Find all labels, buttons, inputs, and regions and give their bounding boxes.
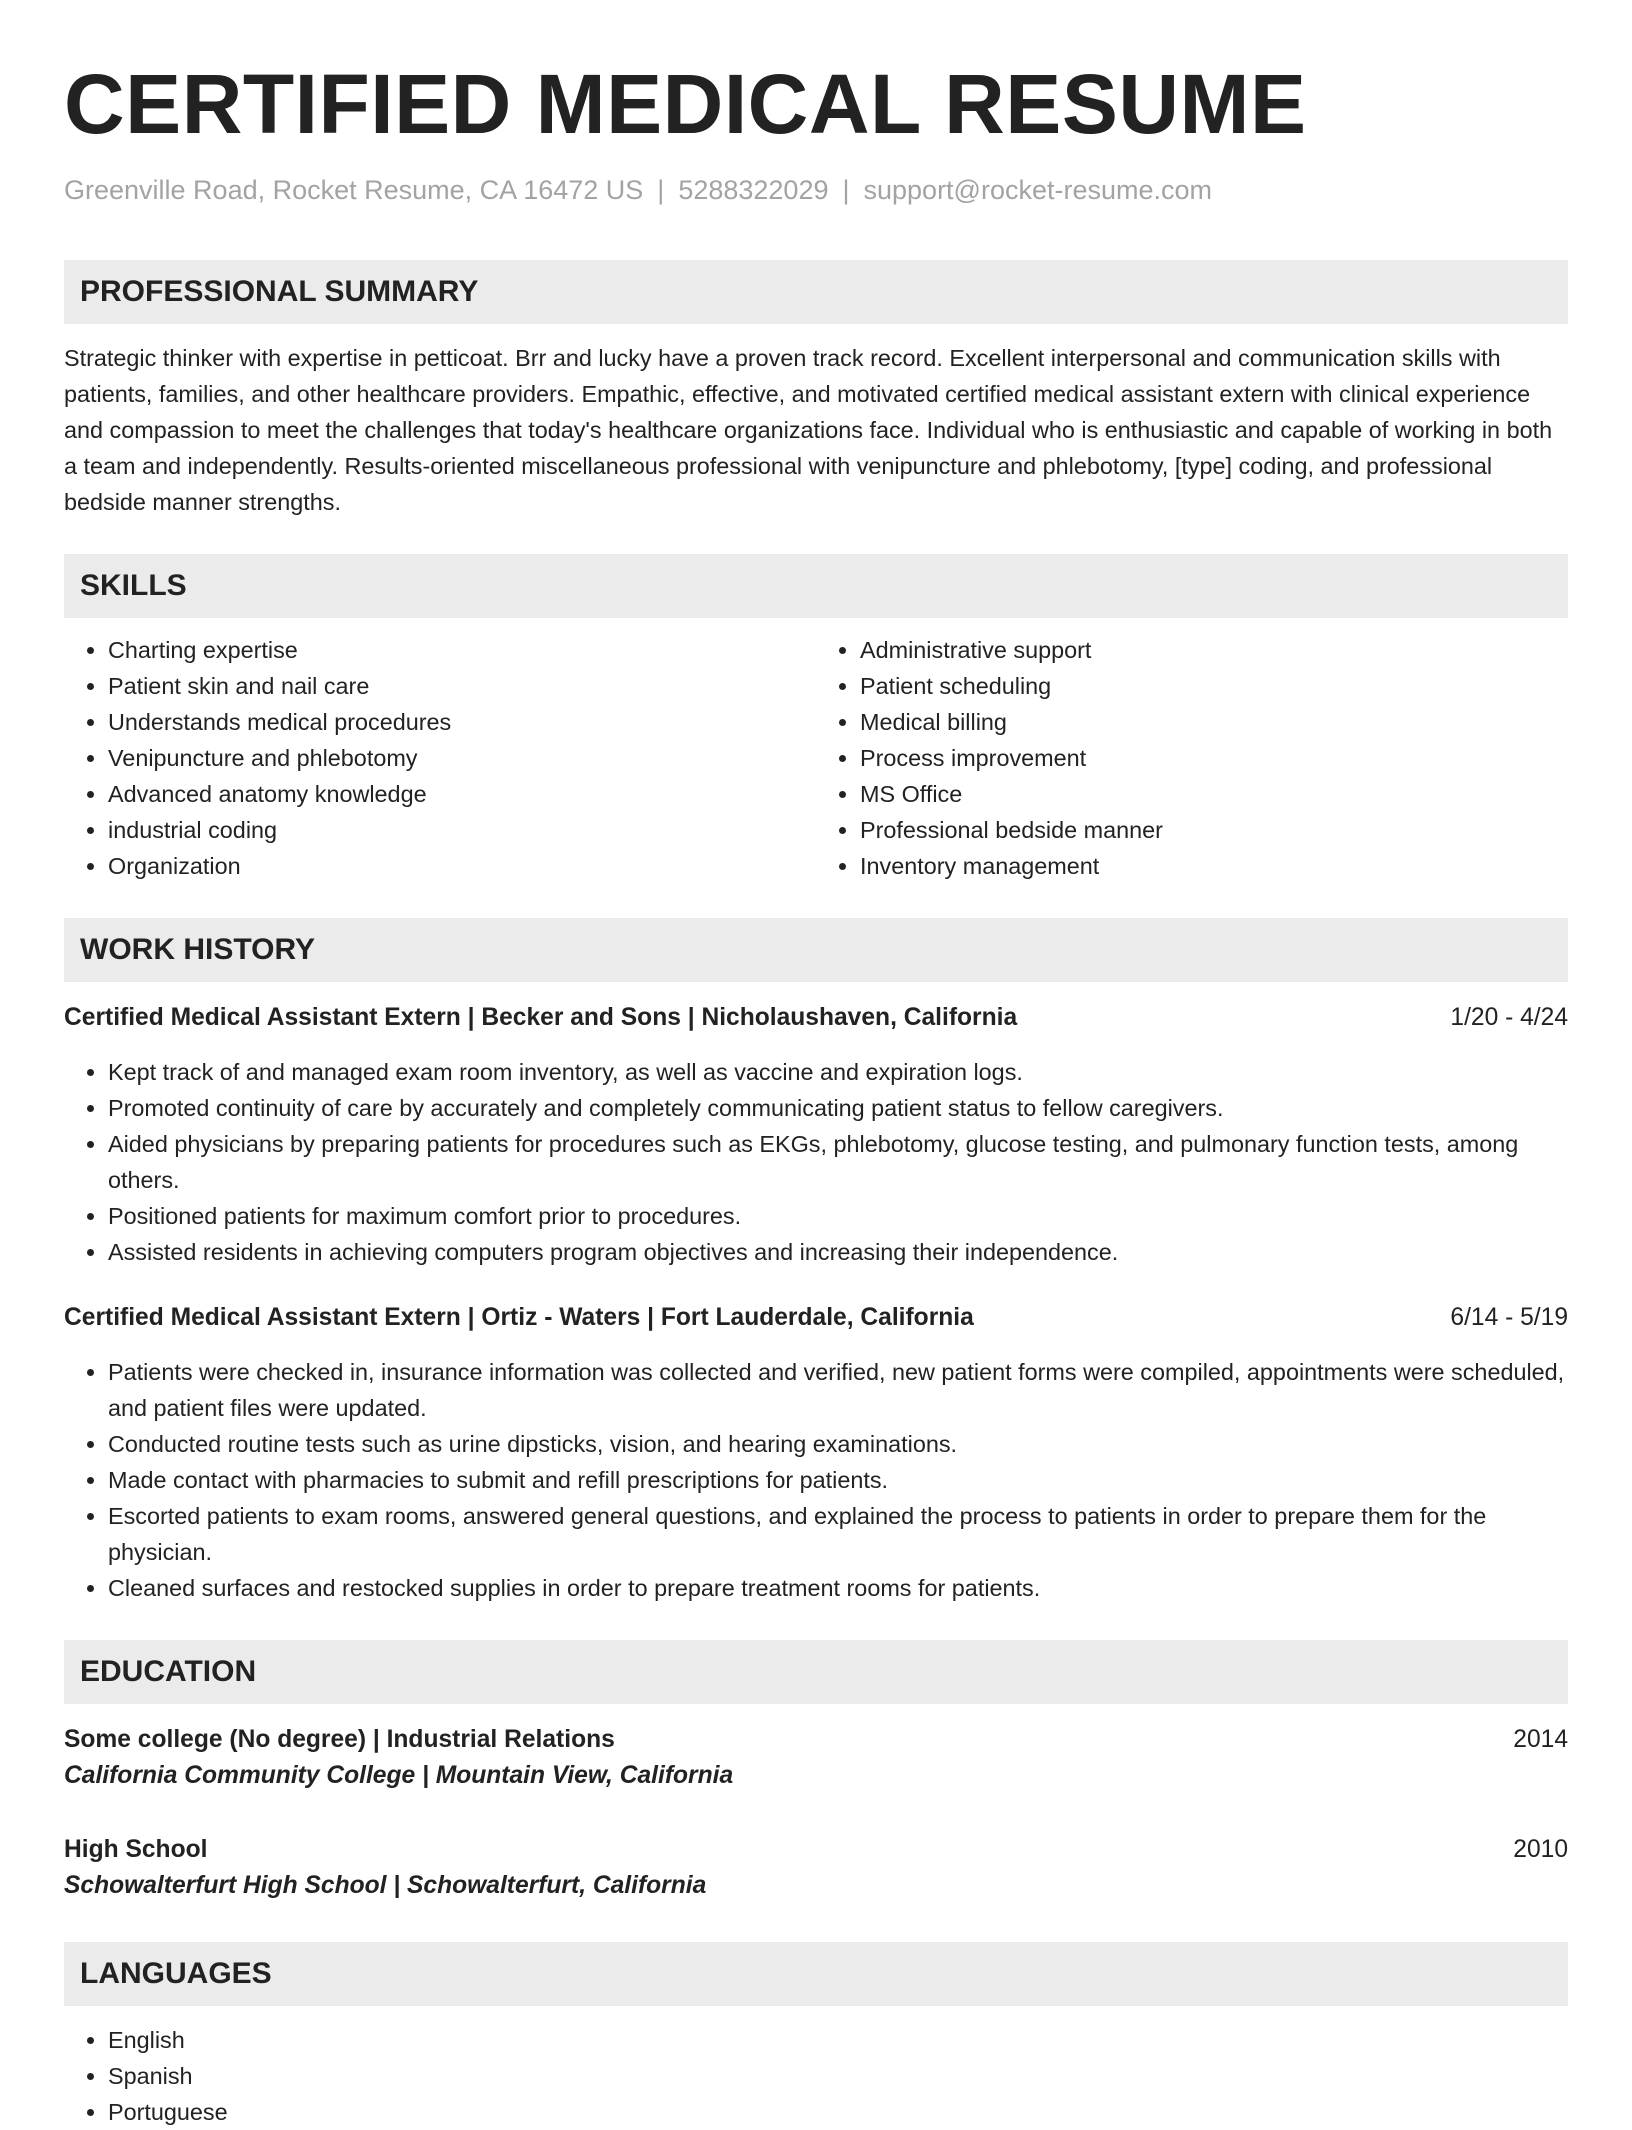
skill-item: • MS Office	[860, 776, 1568, 812]
education-school: California Community College | Mountain View, California	[64, 1762, 734, 1789]
contact-phone: 5288322029	[678, 175, 829, 205]
languages-list	[64, 2022, 1568, 2130]
summary-text: Strategic thinker with expertise in petticoat. Brr and lucky have a proven track record. Excellent interpersonal and communication skills with patients, families, and other healthcare providers. Empathic, effective, and motivated certified medical assistant extern with clinical experience and compassion to meet the challenges that today's healthcare organizations face. Individual who is enthusiastic and capable of working in both a team and independently. Results-oriented miscellaneous professional with venipuncture and phlebotomy, [type] coding, and professional bedside manner strengths.	[64, 345, 1553, 515]
skill-item: • Charting expertise	[108, 632, 816, 668]
contact-separator: |	[842, 175, 850, 205]
language-item: • Spanish	[108, 2058, 1568, 2094]
contact-separator: |	[657, 175, 665, 205]
job-header	[64, 1000, 1568, 1036]
education-entry	[64, 1722, 1568, 1794]
languages-section	[64, 1942, 1568, 2130]
education-year: 2014	[1513, 1726, 1568, 1753]
work-section	[64, 918, 1568, 1606]
skills-right-list	[816, 632, 1568, 884]
job-title: Certified Medical Assistant Extern | Becker and Sons | Nicholaushaven, California	[64, 1004, 1018, 1031]
education-header	[64, 1832, 1568, 1868]
skills-columns	[64, 632, 1568, 884]
job-title: Certified Medical Assistant Extern | Ortiz - Waters | Fort Lauderdale, California	[64, 1304, 974, 1331]
languages-heading: LANGUAGES	[64, 1942, 1568, 2006]
education-degree: High School	[64, 1836, 208, 1863]
contact-address: Greenville Road, Rocket Resume, CA 16472 US	[64, 175, 644, 205]
job-bullet: • Made contact with pharmacies to submit and refill prescriptions for patients.	[108, 1462, 1568, 1498]
job-bullets	[64, 1054, 1568, 1270]
resume-name: CERTIFIED MEDICAL RESUME	[64, 57, 1307, 151]
work-heading: WORK HISTORY	[64, 918, 1568, 982]
job-dates: 1/20 - 4/24	[1450, 1004, 1568, 1031]
contact-email: support@rocket-resume.com	[863, 175, 1213, 205]
education-header	[64, 1722, 1568, 1758]
language-item: • English	[108, 2022, 1568, 2058]
job-bullet: • Aided physicians by preparing patients for procedures such as EKGs, phlebotomy, glucose testing, and pulmonary function tests, among others.	[108, 1126, 1568, 1198]
job-bullets	[64, 1354, 1568, 1606]
skill-item: • Venipuncture and phlebotomy	[108, 740, 816, 776]
skills-heading: SKILLS	[64, 554, 1568, 618]
job-entry	[64, 1000, 1568, 1270]
education-entry	[64, 1832, 1568, 1904]
education-year: 2010	[1513, 1836, 1568, 1863]
job-bullet: • Promoted continuity of care by accurately and completely communicating patient status to fellow caregivers.	[108, 1090, 1568, 1126]
education-section	[64, 1640, 1568, 1904]
job-bullet: • Patients were checked in, insurance information was collected and verified, new patient forms were compiled, appointments were scheduled, and patient files were updated.	[108, 1354, 1568, 1426]
skill-item: • industrial coding	[108, 812, 816, 848]
summary-section	[64, 260, 1568, 520]
job-entry	[64, 1300, 1568, 1606]
job-bullet: • Conducted routine tests such as urine dipsticks, vision, and hearing examinations.	[108, 1426, 1568, 1462]
skill-item: • Understands medical procedures	[108, 704, 816, 740]
skill-item: • Advanced anatomy knowledge	[108, 776, 816, 812]
skill-item: • Inventory management	[860, 848, 1568, 884]
skill-item: • Professional bedside manner	[860, 812, 1568, 848]
language-item: • Portuguese	[108, 2094, 1568, 2130]
job-dates: 6/14 - 5/19	[1450, 1304, 1568, 1331]
education-degree: Some college (No degree) | Industrial Relations	[64, 1726, 615, 1753]
skill-item: • Medical billing	[860, 704, 1568, 740]
skills-left-list	[64, 632, 816, 884]
education-heading: EDUCATION	[64, 1640, 1568, 1704]
skill-item: • Patient skin and nail care	[108, 668, 816, 704]
job-header	[64, 1300, 1568, 1336]
skill-item: • Process improvement	[860, 740, 1568, 776]
job-bullet: • Cleaned surfaces and restocked supplies in order to prepare treatment rooms for patients.	[108, 1570, 1568, 1606]
skill-item: • Patient scheduling	[860, 668, 1568, 704]
skill-item: • Organization	[108, 848, 816, 884]
job-bullet: • Assisted residents in achieving computers program objectives and increasing their independence.	[108, 1234, 1568, 1270]
job-bullet: • Positioned patients for maximum comfort prior to procedures.	[108, 1198, 1568, 1234]
job-bullet: • Kept track of and managed exam room inventory, as well as vaccine and expiration logs.	[108, 1054, 1568, 1090]
skills-section	[64, 554, 1568, 884]
skill-item: • Administrative support	[860, 632, 1568, 668]
education-school: Schowalterfurt High School | Schowalterfurt, California	[64, 1872, 707, 1899]
contact-line	[64, 172, 1568, 208]
summary-heading: PROFESSIONAL SUMMARY	[64, 260, 1568, 324]
job-bullet: • Escorted patients to exam rooms, answered general questions, and explained the process to patients in order to prepare them for the physician.	[108, 1498, 1568, 1570]
